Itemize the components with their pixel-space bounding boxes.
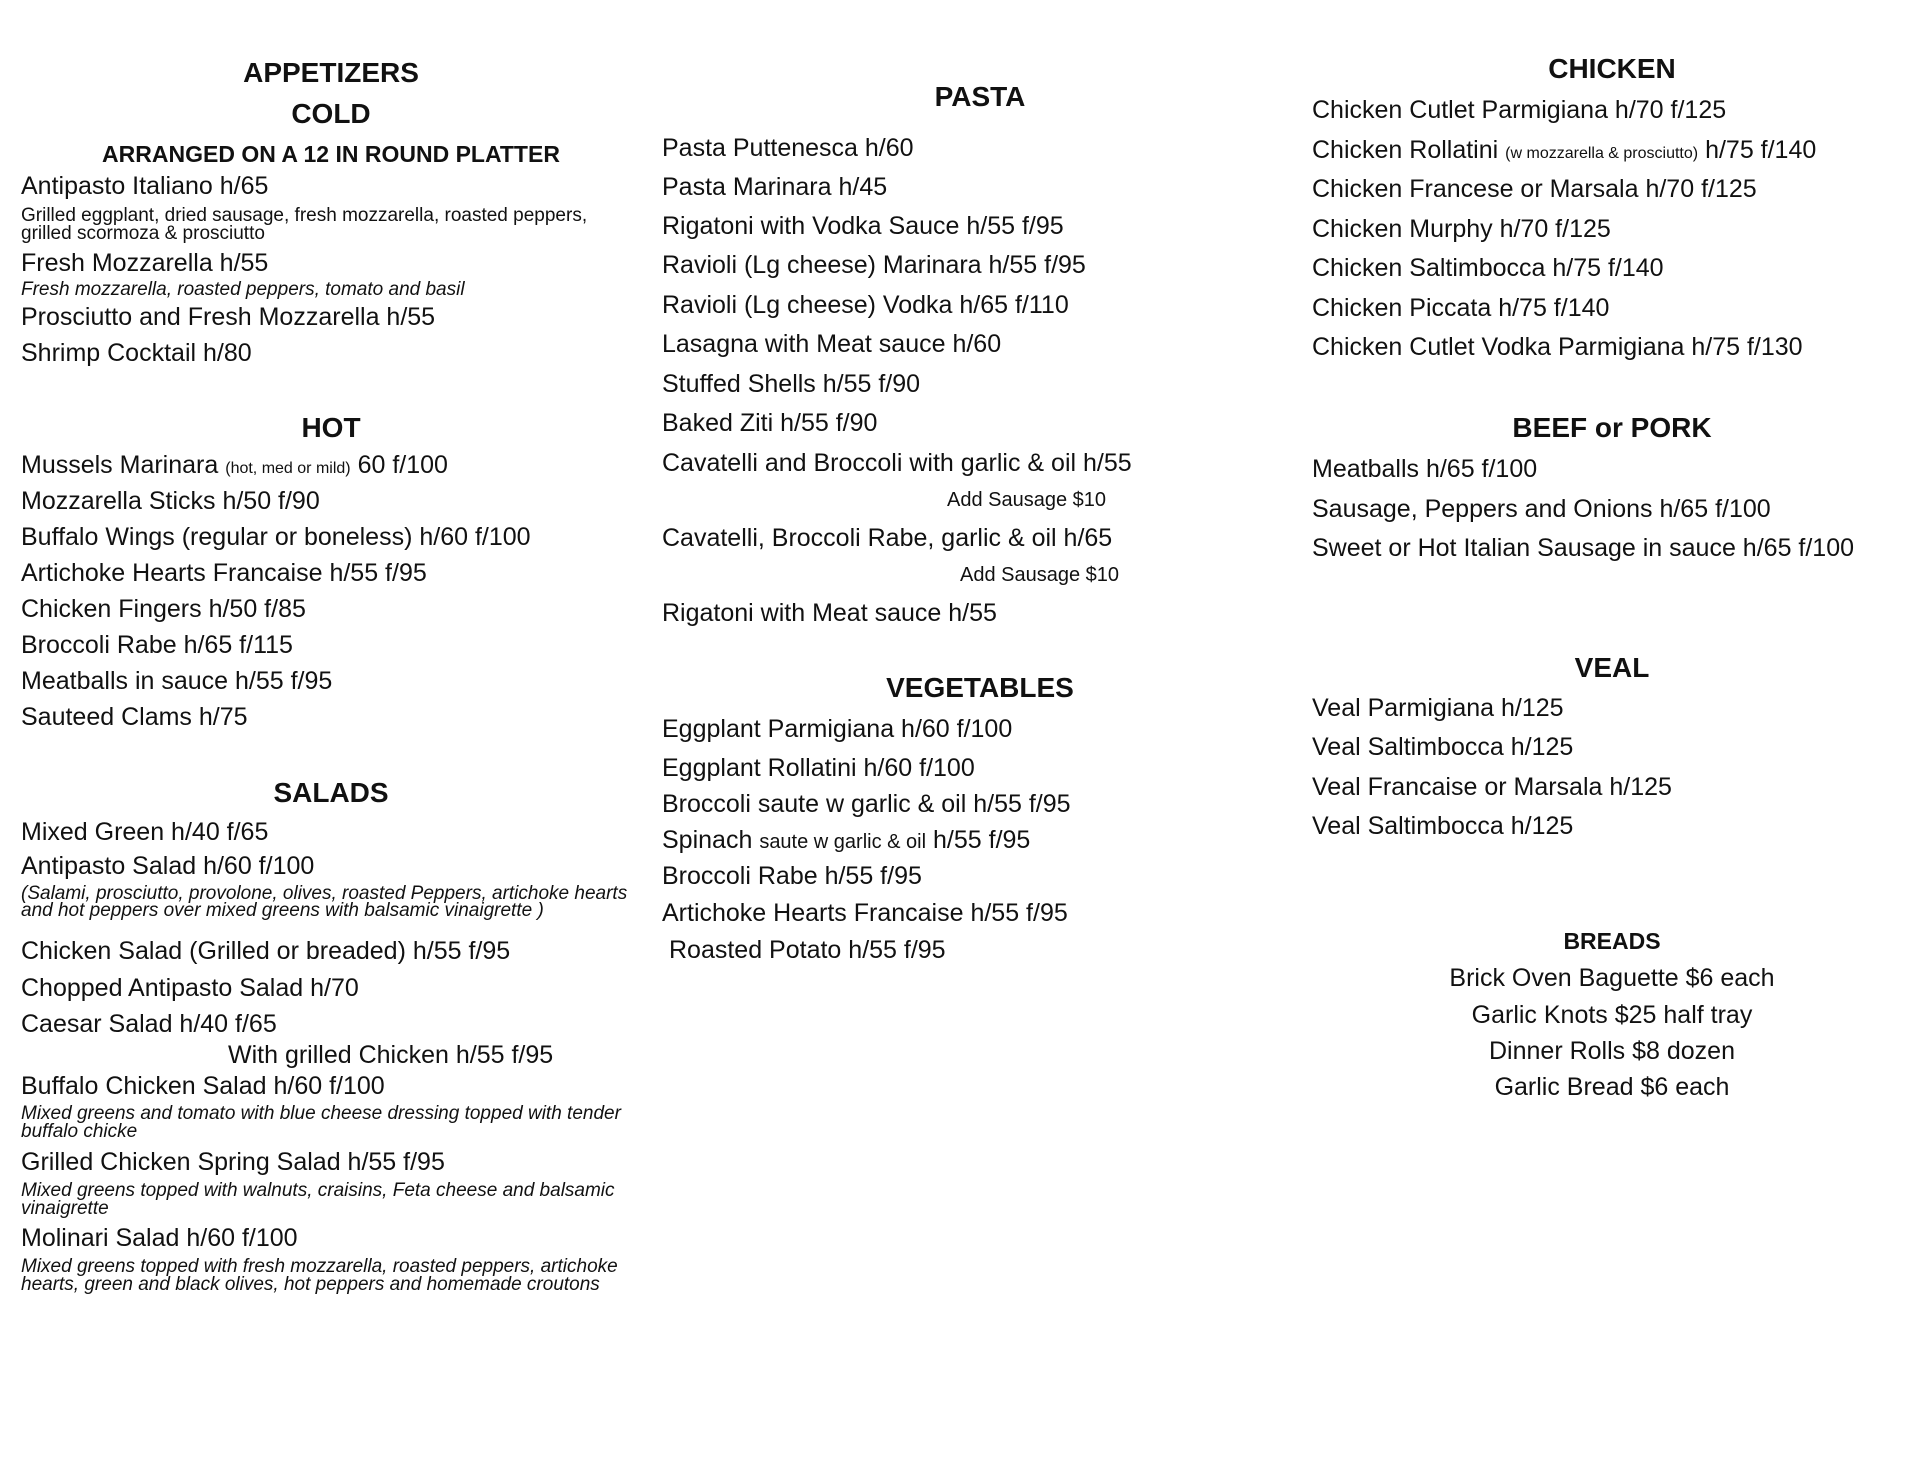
menu-item-broccoli-rabe: Broccoli Rabe h/65 f/115 (21, 631, 293, 659)
menu-item-chicken-piccata: Chicken Piccata h/75 f/140 (1312, 294, 1610, 322)
caesar-chicken-addon: With grilled Chicken h/55 f/95 (228, 1041, 554, 1069)
menu-item-prosciutto-mozzarella: Prosciutto and Fresh Mozzarella h/55 (21, 303, 436, 331)
salads-heading: SALADS (273, 777, 389, 808)
spinach-price: h/55 f/95 (933, 826, 1031, 854)
hot-heading: HOT (301, 412, 361, 443)
menu-item-chicken-francese: Chicken Francese or Marsala h/70 f/125 (1312, 175, 1757, 203)
menu-item-molinari-salad: Molinari Salad h/60 f/100 (21, 1224, 298, 1252)
menu-item-spinach (662, 825, 1030, 857)
menu-item-pasta-puttenesca: Pasta Puttenesca h/60 (662, 134, 914, 162)
menu-item-mussels-marinara (21, 450, 448, 484)
spinach-name: Spinach (662, 826, 753, 854)
menu-item-eggplant-parmigiana: Eggplant Parmigiana h/60 f/100 (662, 715, 1013, 743)
menu-item-mozzarella-sticks: Mozzarella Sticks h/50 f/90 (21, 487, 320, 515)
menu-item-chicken-fingers: Chicken Fingers h/50 f/85 (21, 595, 306, 623)
molinari-salad-description: Mixed greens topped with fresh mozzarella, roasted peppers, artichoke hearts, green and black olives, hot peppers and homemade croutons (21, 1256, 618, 1295)
menu-item-meatballs: Meatballs h/65 f/100 (1312, 455, 1538, 483)
vegetables-heading: VEGETABLES (886, 672, 1074, 703)
menu-item-eggplant-rollatini: Eggplant Rollatini h/60 f/100 (662, 754, 975, 782)
menu-item-baked-ziti: Baked Ziti h/55 f/90 (662, 409, 878, 437)
rollatini-name: Chicken Rollatini (1312, 136, 1499, 164)
menu-item-antipasto-salad: Antipasto Salad h/60 f/100 (21, 852, 315, 880)
antipasto-italiano-description: Grilled eggplant, dried sausage, fresh mozzarella, roasted peppers, grilled scormoza & prosciutto (21, 205, 588, 244)
menu-item-chicken-murphy: Chicken Murphy h/70 f/125 (1312, 215, 1611, 243)
rollatini-filling-note: (w mozzarella & prosciutto) (1505, 145, 1699, 162)
menu-item-stuffed-shells: Stuffed Shells h/55 f/90 (662, 370, 921, 398)
menu-item-antipasto-italiano: Antipasto Italiano h/65 (21, 172, 269, 200)
menu-item-chicken-cutlet-parm: Chicken Cutlet Parmigiana h/70 f/125 (1312, 96, 1727, 124)
menu-item-chicken-rollatini (1312, 135, 1816, 169)
menu-item-roasted-potato: Roasted Potato h/55 f/95 (669, 936, 946, 964)
menu-item-veal-saltimbocca: Veal Saltimbocca h/125 (1312, 733, 1574, 761)
menu-item-veal-parmigiana: Veal Parmigiana h/125 (1312, 694, 1564, 722)
beef-pork-heading: BEEF or PORK (1512, 412, 1712, 443)
breads-heading: BREADS (1563, 928, 1661, 954)
menu-item-buffalo-chicken-salad: Buffalo Chicken Salad h/60 f/100 (21, 1072, 385, 1100)
menu-item-italian-sausage: Sweet or Hot Italian Sausage in sauce h/65 f/100 (1312, 534, 1855, 562)
menu-item-artichoke-hearts: Artichoke Hearts Francaise h/55 f/95 (21, 559, 427, 587)
pasta-heading: PASTA (934, 81, 1026, 112)
spinach-preparation: saute w garlic & oil (759, 831, 927, 853)
menu-item-shrimp-cocktail: Shrimp Cocktail h/80 (21, 339, 252, 367)
mussels-price: 60 f/100 (357, 451, 448, 479)
menu-item-mixed-green: Mixed Green h/40 f/65 (21, 818, 269, 846)
menu-item-chicken-cutlet-vodka: Chicken Cutlet Vodka Parmigiana h/75 f/130 (1312, 333, 1803, 361)
menu-item-spring-salad: Grilled Chicken Spring Salad h/55 f/95 (21, 1148, 445, 1176)
menu-item-rigatoni-meat: Rigatoni with Meat sauce h/55 (662, 599, 997, 627)
menu-item-pasta-marinara: Pasta Marinara h/45 (662, 173, 888, 201)
menu-item-garlic-knots: Garlic Knots $25 half tray (1471, 1001, 1753, 1029)
antipasto-salad-description: (Salami, prosciutto, provolone, olives, roasted Peppers, artichoke hearts and hot peppers over mixed greens with balsamic vinaigrette ) (21, 883, 628, 921)
menu-item-lasagna: Lasagna with Meat sauce h/60 (662, 330, 1002, 358)
menu-item-ravioli-vodka: Ravioli (Lg cheese) Vodka h/65 f/110 (662, 291, 1069, 319)
menu-item-fresh-mozzarella: Fresh Mozzarella h/55 (21, 249, 269, 277)
mussels-heat-note: (hot, med or mild) (225, 460, 351, 477)
menu-item-broccoli-saute: Broccoli saute w garlic & oil h/55 f/95 (662, 790, 1071, 818)
menu-item-veal-saltimbocca-2: Veal Saltimbocca h/125 (1312, 812, 1574, 840)
spring-salad-description: Mixed greens topped with walnuts, craisins, Feta cheese and balsamic vinaigrette (21, 1180, 615, 1219)
menu-item-meatballs-sauce: Meatballs in sauce h/55 f/95 (21, 667, 333, 695)
menu-item-sauteed-clams: Sauteed Clams h/75 (21, 703, 248, 731)
menu-item-sausage-peppers: Sausage, Peppers and Onions h/65 f/100 (1312, 495, 1771, 523)
menu-item-dinner-rolls: Dinner Rolls $8 dozen (1489, 1037, 1735, 1065)
menu-item-caesar-salad: Caesar Salad h/40 f/65 (21, 1010, 277, 1038)
chicken-heading: CHICKEN (1548, 53, 1676, 84)
menu-item-baguette: Brick Oven Baguette $6 each (1449, 964, 1775, 992)
menu-item-chopped-antipasto: Chopped Antipasto Salad h/70 (21, 974, 359, 1002)
menu-item-chicken-saltimbocca: Chicken Saltimbocca h/75 f/140 (1312, 254, 1664, 282)
menu-item-broccoli-rabe-veg: Broccoli Rabe h/55 f/95 (662, 862, 922, 890)
menu-item-garlic-bread: Garlic Bread $6 each (1494, 1073, 1730, 1101)
menu-item-buffalo-wings: Buffalo Wings (regular or boneless) h/60 f/100 (21, 523, 531, 551)
menu-item-artichoke-veg: Artichoke Hearts Francaise h/55 f/95 (662, 899, 1068, 927)
menu-item-cavatelli-rabe: Cavatelli, Broccoli Rabe, garlic & oil h/65 (662, 524, 1113, 552)
menu-item-chicken-salad: Chicken Salad (Grilled or breaded) h/55 f/95 (21, 937, 511, 965)
platter-note: ARRANGED ON A 12 IN ROUND PLATTER (102, 141, 560, 167)
mussels-name: Mussels Marinara (21, 451, 219, 479)
fresh-mozzarella-description: Fresh mozzarella, roasted peppers, tomato and basil (21, 279, 465, 300)
buffalo-chicken-description: Mixed greens and tomato with blue cheese dressing topped with tender buffalo chicke (21, 1103, 621, 1142)
add-sausage-note: Add Sausage $10 (947, 489, 1107, 511)
menu-item-ravioli-marinara: Ravioli (Lg cheese) Marinara h/55 f/95 (662, 251, 1086, 279)
menu-item-rigatoni-vodka: Rigatoni with Vodka Sauce h/55 f/95 (662, 212, 1064, 240)
rollatini-price: h/75 f/140 (1705, 136, 1817, 164)
veal-heading: VEAL (1574, 652, 1650, 683)
cold-heading: COLD (291, 98, 371, 129)
menu-item-veal-francaise: Veal Francaise or Marsala h/125 (1312, 773, 1672, 801)
menu-item-cavatelli-broccoli: Cavatelli and Broccoli with garlic & oil h/55 (662, 449, 1132, 477)
appetizers-heading: APPETIZERS (243, 57, 419, 88)
add-sausage-note-2: Add Sausage $10 (960, 564, 1120, 586)
